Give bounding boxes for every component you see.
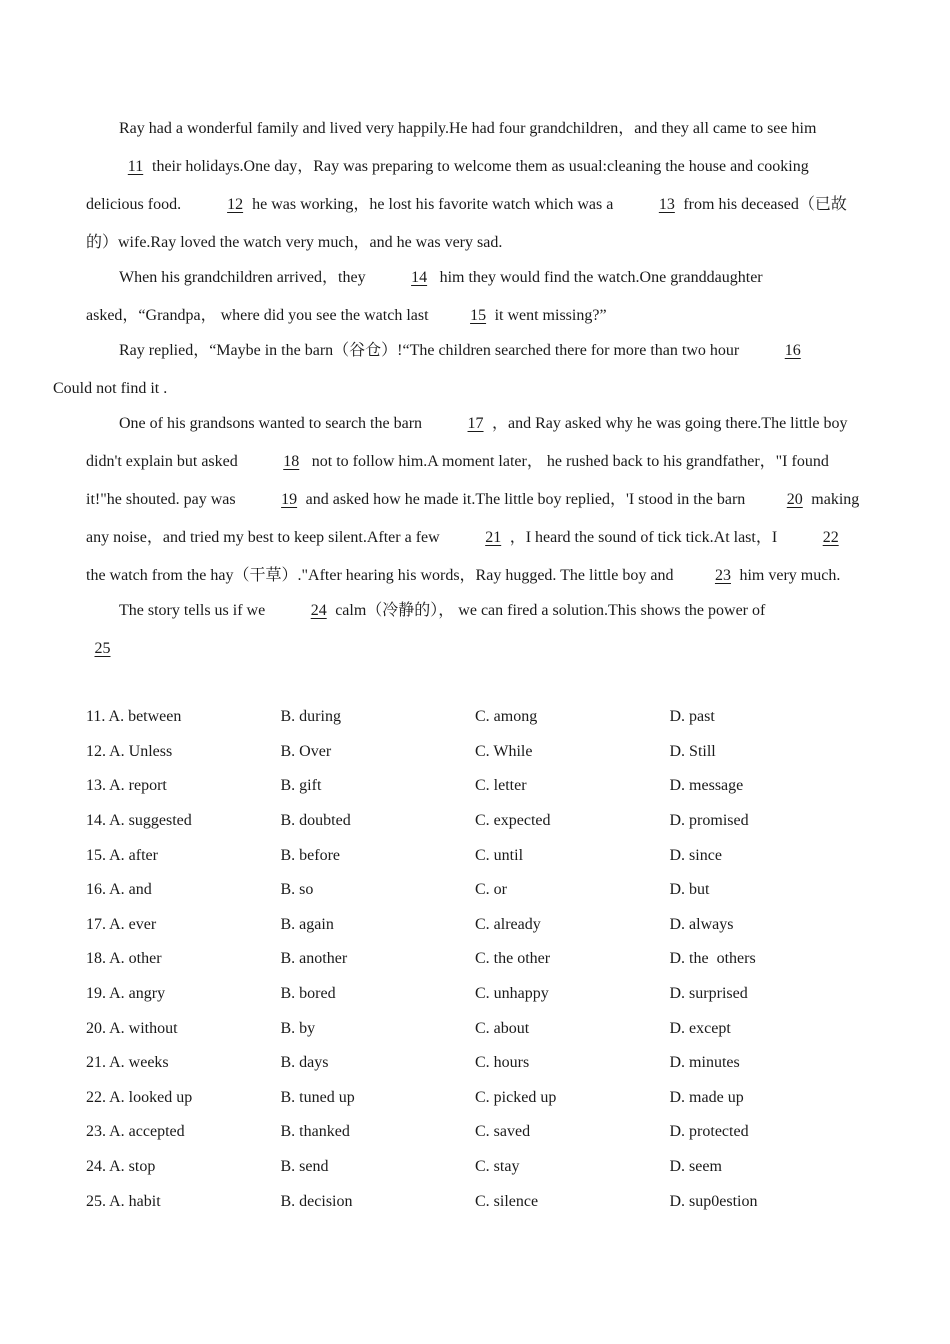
- passage-text: ，and Ray asked why he was going there.The little boy didn't explain but asked: [86, 415, 848, 470]
- passage-text: not to follow him.A moment later， he rushed back to his grandfather，"I found it!"he shouted. pay was: [86, 453, 829, 508]
- option-c: C. picked up: [475, 1088, 557, 1106]
- option-b: B. again: [280, 915, 334, 933]
- option-c: C. until: [475, 846, 524, 864]
- option-d: D. but: [669, 881, 710, 899]
- option-d: D. Still: [669, 742, 716, 760]
- option-c: C. or: [475, 881, 507, 899]
- option-b: B. Over: [280, 742, 332, 760]
- passage-text: The story tells us if we: [119, 602, 270, 619]
- blank-13: 13: [658, 196, 675, 213]
- option-a: 23. A. accepted: [86, 1123, 185, 1141]
- option-b: B. gift: [280, 777, 322, 795]
- question-19-options: [86, 977, 866, 1012]
- passage-text: and asked how he made it.The little boy replied，'I stood in the barn: [305, 491, 746, 508]
- question-21-options: [86, 1046, 866, 1081]
- option-c: C. expected: [475, 812, 551, 830]
- option-b: B. another: [280, 950, 348, 968]
- blank-15: 15: [470, 307, 487, 324]
- question-14-options: [86, 804, 866, 839]
- passage-text: One of his grandsons wanted to search the barn: [119, 415, 427, 432]
- option-c: C. saved: [475, 1123, 531, 1141]
- passage-text: calm（冷静的）， we can fired a solution.This shows the power of: [335, 602, 766, 619]
- option-a: 12. A. Unless: [86, 742, 173, 760]
- option-b: B. thanked: [280, 1123, 350, 1141]
- question-18-options: [86, 942, 866, 977]
- option-a: 25. A. habit: [86, 1192, 161, 1210]
- option-d: D. except: [669, 1019, 731, 1037]
- passage-text: the watch from the hay（干草）."After hearing his words，Ray hugged. The little boy and: [86, 567, 674, 584]
- passage-text: Could not find it .: [53, 380, 168, 397]
- blank-21: 21: [485, 529, 502, 546]
- option-b: B. doubted: [280, 812, 351, 830]
- blank-23: 23: [714, 567, 731, 584]
- question-24-options: [86, 1150, 866, 1185]
- option-a: 19. A. angry: [86, 985, 166, 1003]
- option-b: B. so: [280, 881, 314, 899]
- question-12-options: [86, 735, 866, 770]
- option-c: C. stay: [475, 1158, 520, 1176]
- option-d: D. always: [669, 915, 734, 933]
- blank-24: 24: [310, 602, 327, 619]
- option-a: 17. A. ever: [86, 915, 157, 933]
- cloze-passage: [53, 110, 864, 668]
- option-c: C. among: [475, 708, 538, 726]
- option-a: 13. A. report: [86, 777, 167, 795]
- option-a: 16. A. and: [86, 881, 152, 899]
- option-b: B. tuned up: [280, 1088, 355, 1106]
- option-c: C. While: [475, 742, 533, 760]
- passage-text: from his deceased（已故的）wife.Ray loved the watch very much，and he was very sad.: [86, 196, 847, 251]
- option-c: C. hours: [475, 1054, 530, 1072]
- question-25-options: [86, 1184, 866, 1219]
- passage-text: he was working，he lost his favorite watch which was a: [252, 196, 618, 213]
- option-c: C. letter: [475, 777, 527, 795]
- blank-20: 20: [786, 491, 803, 508]
- option-a: 21. A. weeks: [86, 1054, 169, 1072]
- passage-text: Ray had a wonderful family and lived very happily.He had four grandchildren，and they all came to see him: [119, 120, 817, 137]
- option-a: 11. A. between: [86, 708, 182, 726]
- blank-18: 18: [283, 453, 300, 470]
- blank-12: 12: [227, 196, 244, 213]
- passage-text: him they would find the watch.One granddaughter asked，“Grandpa， where did you see the watch last: [86, 269, 763, 324]
- option-a: 22. A. looked up: [86, 1088, 193, 1106]
- paragraph-5: [86, 592, 864, 668]
- blank-19: 19: [281, 491, 298, 508]
- question-23-options: [86, 1115, 866, 1150]
- question-16-options: [86, 873, 866, 908]
- paragraph-1: [86, 110, 864, 262]
- passage-text: him very much.: [739, 567, 841, 584]
- answer-options: [86, 700, 866, 1219]
- blank-16: 16: [784, 342, 801, 359]
- option-c: C. unhappy: [475, 985, 549, 1003]
- paragraph-4: [86, 405, 864, 595]
- option-b: B. decision: [280, 1192, 353, 1210]
- passage-text: Ray replied，“Maybe in the barn（谷仓）!“The children searched there for more than two hour: [119, 342, 744, 359]
- option-d: D. minutes: [669, 1054, 740, 1072]
- option-d: D. message: [669, 777, 744, 795]
- paragraph-3: [53, 332, 864, 408]
- option-b: B. by: [280, 1019, 316, 1037]
- passage-text: ，I heard the sound of tick tick.At last，I: [509, 529, 782, 546]
- option-d: D. the others: [669, 950, 756, 968]
- option-b: B. days: [280, 1054, 329, 1072]
- option-c: C. about: [475, 1019, 530, 1037]
- option-b: B. before: [280, 846, 341, 864]
- option-d: D. promised: [669, 812, 749, 830]
- option-d: D. sup0estion: [669, 1192, 758, 1210]
- option-b: B. during: [280, 708, 341, 726]
- question-15-options: [86, 838, 866, 873]
- question-13-options: [86, 769, 866, 804]
- option-d: D. made up: [669, 1088, 744, 1106]
- option-a: 18. A. other: [86, 950, 162, 968]
- option-d: D. surprised: [669, 985, 748, 1003]
- option-d: D. protected: [669, 1123, 749, 1141]
- passage-text: When his grandchildren arrived，they: [119, 269, 370, 286]
- question-17-options: [86, 908, 866, 943]
- question-11-options: [86, 700, 866, 735]
- option-c: C. already: [475, 915, 541, 933]
- blank-22: 22: [822, 529, 839, 546]
- option-a: 24. A. stop: [86, 1158, 156, 1176]
- passage-text: their holidays.One day，Ray was preparing to welcome them as usual:cleaning the house and cooking delicious food.: [86, 158, 809, 213]
- option-c: C. the other: [475, 950, 551, 968]
- option-c: C. silence: [475, 1192, 539, 1210]
- option-a: 14. A. suggested: [86, 812, 192, 830]
- blank-17: 17: [467, 415, 484, 432]
- passage-text: making any noise，and tried my best to keep silent.After a few: [86, 491, 860, 546]
- option-d: D. seem: [669, 1158, 722, 1176]
- option-b: B. bored: [280, 985, 336, 1003]
- blank-11: 11: [127, 158, 144, 175]
- option-a: 15. A. after: [86, 846, 158, 864]
- option-d: D. past: [669, 708, 715, 726]
- blank-25: 25: [94, 640, 111, 657]
- passage-text: it went missing?”: [494, 307, 607, 324]
- question-22-options: [86, 1081, 866, 1116]
- option-a: 20. A. without: [86, 1019, 178, 1037]
- blank-14: 14: [411, 269, 428, 286]
- option-b: B. send: [280, 1158, 329, 1176]
- option-d: D. since: [669, 846, 722, 864]
- paragraph-2: [86, 259, 864, 335]
- question-20-options: [86, 1011, 866, 1046]
